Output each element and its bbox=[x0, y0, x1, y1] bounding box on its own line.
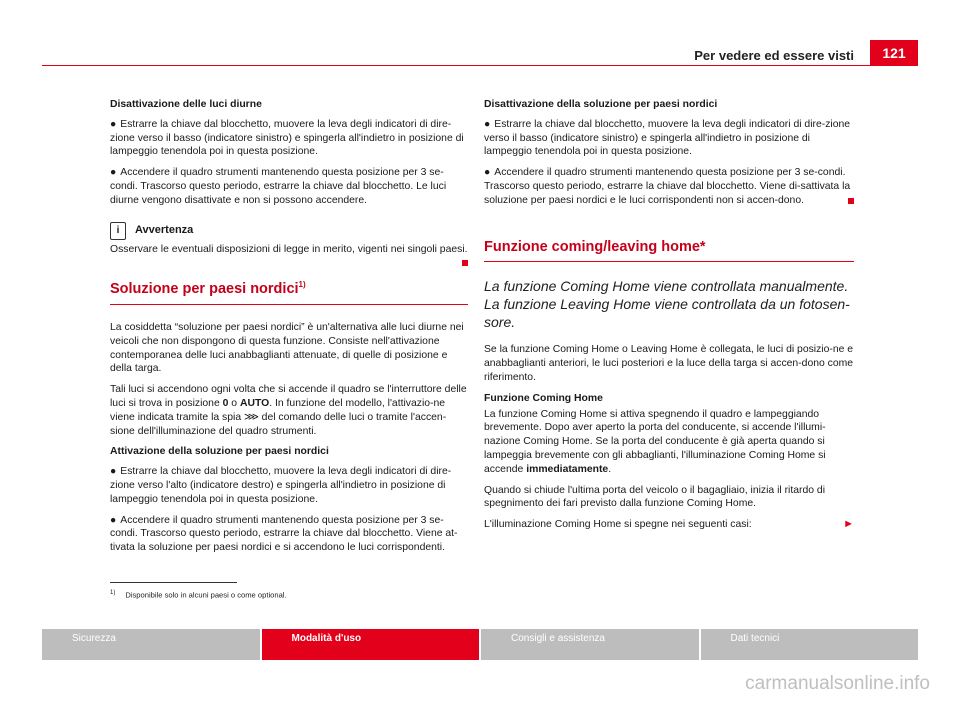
nordic-heading: Soluzione per paesi nordici$^{1)}$ bbox=[110, 278, 468, 305]
coming-home-paragraph: La funzione Coming Home si attiva spegnendo il quadro e lampeggiando brevemente. Dopo aver aperto la porta del conducente, si accende l'illumi-nazione Coming Home. Se la porta del conducente è già aperta quando si lampeggia brevemente con gli abbaglianti, l'illuminazione Coming Home si accende immediatamente. bbox=[484, 408, 826, 475]
continue-arrow-icon: ► bbox=[843, 518, 854, 531]
footnote: $^{1)}$ Disponibile solo in alcuni paesi o come optional. bbox=[110, 590, 287, 600]
watermark: carmanualsonline.info bbox=[745, 673, 930, 694]
bullet-item: ● Accendere il quadro strumenti mantenendo questa posizione per 3 se-condi. Trascorso questo periodo, estrarre la chiave dal blocchetto. Viene at-tivata la soluzione per paesi nordici e si accendono le luci corrispondenti. bbox=[110, 514, 458, 554]
nordic-on-title: Attivazione della soluzione per paesi nordici bbox=[110, 446, 329, 458]
bullet-item: ● Accendere il quadro strumenti mantenendo questa posizione per 3 se-condi. Trascorso questo periodo, estrarre la chiave dal blocchetto. Le luci diurne vengono disattivate e non si possono accendere. bbox=[110, 167, 447, 206]
bullet-dot-icon: ● bbox=[110, 466, 117, 478]
coming-home-intro: La funzione Coming Home viene controllata manualmente. La funzione Leaving Home viene controllata da un fotosen-sore. bbox=[484, 278, 850, 331]
left-column bbox=[110, 98, 468, 562]
daytime-off-title: Disattivazione delle luci diurne bbox=[110, 99, 262, 110]
page-number: 121 bbox=[870, 40, 918, 66]
nordic-off-title: Disattivazione della soluzione per paesi nordici bbox=[484, 99, 718, 110]
footnote-marker: 1) bbox=[110, 590, 116, 596]
section-end-icon bbox=[462, 260, 468, 266]
info-note-icon: i bbox=[110, 222, 126, 240]
nav-tab-modalita-uso[interactable]: Modalità d'uso bbox=[262, 629, 480, 660]
coming-paragraph-1: Se la funzione Coming Home o Leaving Home è collegata, le luci di posizio-ne e anabbaglianti anteriori, le luci posteriori e la luce della targa si accen-dono come riferimento. bbox=[484, 344, 854, 383]
bottom-nav bbox=[42, 629, 918, 660]
bullet-dot-icon: ● bbox=[484, 118, 491, 130]
footnote-ref[interactable]: 1) bbox=[298, 280, 306, 290]
bullet-dot-icon: ● bbox=[110, 167, 117, 179]
coming-home-heading: Funzione coming/leaving home* bbox=[484, 241, 854, 263]
nav-tab-sicurezza[interactable]: Sicurezza bbox=[42, 629, 260, 660]
warning-text: Osservare le eventuali disposizioni di legge in merito, vigenti nei singoli paesi. bbox=[110, 243, 468, 257]
nav-tab-dati-tecnici[interactable]: Dati tecnici bbox=[701, 629, 919, 660]
nav-tab-consigli-assistenza[interactable]: Consigli e assistenza bbox=[481, 629, 699, 660]
bullet-item: ● Accendere il quadro strumenti mantenendo questa posizione per 3 se-condi. Trascorso questo periodo, estrarre la chiave dal blocchetto. Viene di-sattivata la soluzione per paesi nordici e le luci corrispondenti non si accen-dono. bbox=[484, 166, 854, 207]
coming-home-title: Funzione Coming Home bbox=[484, 392, 603, 404]
bullet-dot-icon: ● bbox=[484, 167, 491, 179]
bullet-item: ● Estrarre la chiave dal blocchetto, muovere la leva degli indicatori di dire-zione verso il basso (indicatore sinistro) e spingerla all'indietro in posizione di lampeggio tenendola poi in questa posizione. bbox=[484, 118, 851, 158]
bullet-item: ● Estrarre la chiave dal blocchetto, muovere la leva degli indicatori di dire-zione verso l'alto (indicatore destro) e spingerla all'indietro in posizione di lampeggio tenendola poi in questa posizione. bbox=[110, 466, 452, 505]
coming-paragraph-4: L'illuminazione Coming Home si spegne nei seguenti casi: ► bbox=[484, 518, 854, 531]
bullet-dot-icon: ● bbox=[110, 118, 117, 130]
nordic-paragraph-2: Tali luci si accendono ogni volta che si accende il quadro se l'interruttore delle luci si trova in posizione 0 o AUTO. In funzione del modello, l'attivazio-ne viene indicata tramite la spia ⋙ del comando delle luci o tramite l'accen-sione dell'illuminazione del quadro strumenti. bbox=[110, 384, 467, 437]
bullet-dot-icon: ● bbox=[110, 514, 117, 526]
coming-paragraph-3: Quando si chiude l'ultima porta del veicolo o il bagagliaio, inizia il ritardo di spegnimento dei fari previsto dalla funzione Coming Home. bbox=[484, 484, 826, 510]
header-rule bbox=[42, 65, 918, 66]
headlight-lamp-icon: ⋙ bbox=[244, 411, 259, 423]
page-header-title: Per vedere ed essere visti bbox=[694, 48, 854, 63]
bullet-item: ● Estrarre la chiave dal blocchetto, muovere la leva degli indicatori di dire-zione verso il basso (indicatore sinistro) e spingerla all'indietro in posizione di lampeggio tenendola poi in questa posizione. bbox=[110, 118, 464, 158]
nordic-paragraph-1: La cosiddetta “soluzione per paesi nordici” è un'alternativa alle luci diurne nei veicoli che non dispongono di questa funzione. Consiste nell'attivazione contemporanea delle luci anabbaglianti attenuate, di quelle di posizione e della targa. bbox=[110, 322, 464, 375]
switch-position-0: 0 bbox=[222, 397, 229, 409]
warning-header bbox=[110, 222, 468, 240]
right-column bbox=[484, 98, 854, 539]
warning-title: Avvertenza bbox=[135, 223, 194, 236]
footnote-rule bbox=[110, 582, 237, 583]
switch-position-auto: AUTO bbox=[239, 397, 270, 409]
section-end-icon bbox=[848, 198, 854, 204]
